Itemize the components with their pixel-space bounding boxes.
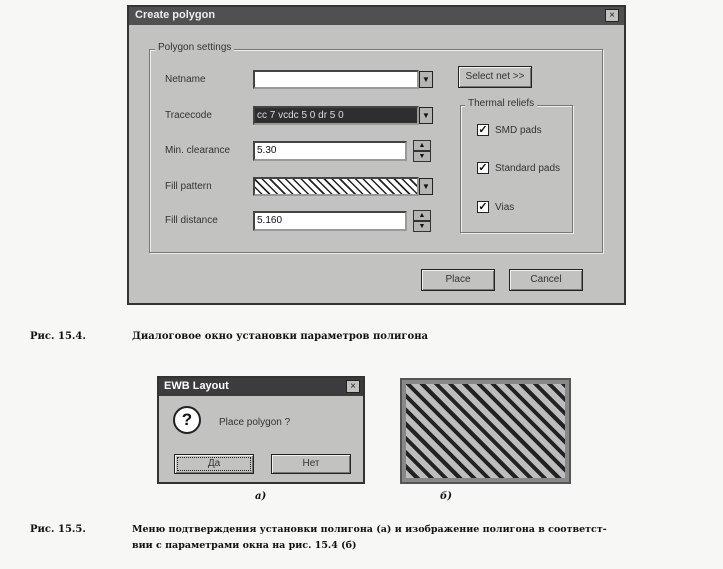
cancel-button[interactable]: Cancel [509,269,583,291]
figure-caption: Диалоговое окно установки параметров полигона [132,331,429,342]
figure-caption-line1: Меню подтверждения установки полигона (а) и изображение полигона в соответст- [132,524,607,535]
place-button[interactable]: Place [421,269,495,291]
standard-pads-checkbox[interactable]: ✓ [478,162,488,174]
thermal-reliefs-title: Thermal reliefs [465,98,537,109]
fill-distance-label: Fill distance [165,215,218,226]
select-net-button[interactable]: Select net >> [458,66,532,88]
netname-dropdown-icon[interactable]: ▼ [419,71,433,88]
fill-distance-input[interactable]: 5.160 [253,211,407,231]
sublabel-b: б) [440,491,452,502]
spin-down-icon[interactable]: ▼ [413,221,431,232]
figure-number: Рис. 15.5. [30,524,86,535]
yes-button[interactable]: Да [174,454,254,474]
smd-pads-label: SMD pads [495,125,542,136]
polygon-settings-title: Polygon settings [155,42,234,53]
netname-label: Netname [165,74,206,85]
fill-pattern-label: Fill pattern [165,181,212,192]
close-icon[interactable]: × [346,380,360,393]
figure-caption-line2: вии с параметрами окна на рис. 15.4 (б) [132,540,357,551]
polygon-pattern-image [400,378,571,484]
min-clearance-spinner[interactable] [413,140,431,162]
spin-up-icon[interactable]: ▲ [413,210,431,221]
dialog-message: Place polygon ? [219,417,291,428]
tracecode-select[interactable]: cc 7 vcdc 5 0 dr 5 0 [253,106,419,125]
polygon-hatch-fill [406,384,565,478]
dialog-title: Create polygon [135,9,216,21]
sublabel-a: а) [255,491,267,502]
figure-number: Рис. 15.4. [30,331,86,342]
spin-down-icon[interactable]: ▼ [413,151,431,162]
dialog-titlebar [129,7,624,25]
question-icon: ? [173,406,201,434]
standard-pads-label: Standard pads [495,163,561,174]
fill-pattern-select[interactable] [253,177,419,196]
tracecode-label: Tracecode [165,110,212,121]
fill-pattern-dropdown-icon[interactable]: ▼ [419,178,433,195]
close-icon[interactable]: × [605,9,619,22]
dialog-titlebar [159,378,363,396]
create-polygon-dialog [127,5,626,305]
vias-label: Vias [495,202,515,213]
spin-up-icon[interactable]: ▲ [413,140,431,151]
dialog-title: EWB Layout [164,380,229,392]
smd-pads-checkbox[interactable]: ✓ [478,124,488,136]
ewb-layout-dialog [157,376,365,484]
min-clearance-label: Min. clearance [165,145,231,156]
vias-checkbox[interactable]: ✓ [478,201,488,213]
min-clearance-input[interactable]: 5.30 [253,141,407,161]
fill-distance-spinner[interactable] [413,210,431,232]
no-button[interactable]: Нет [271,454,351,474]
tracecode-dropdown-icon[interactable]: ▼ [419,107,433,124]
netname-select[interactable] [253,70,419,89]
